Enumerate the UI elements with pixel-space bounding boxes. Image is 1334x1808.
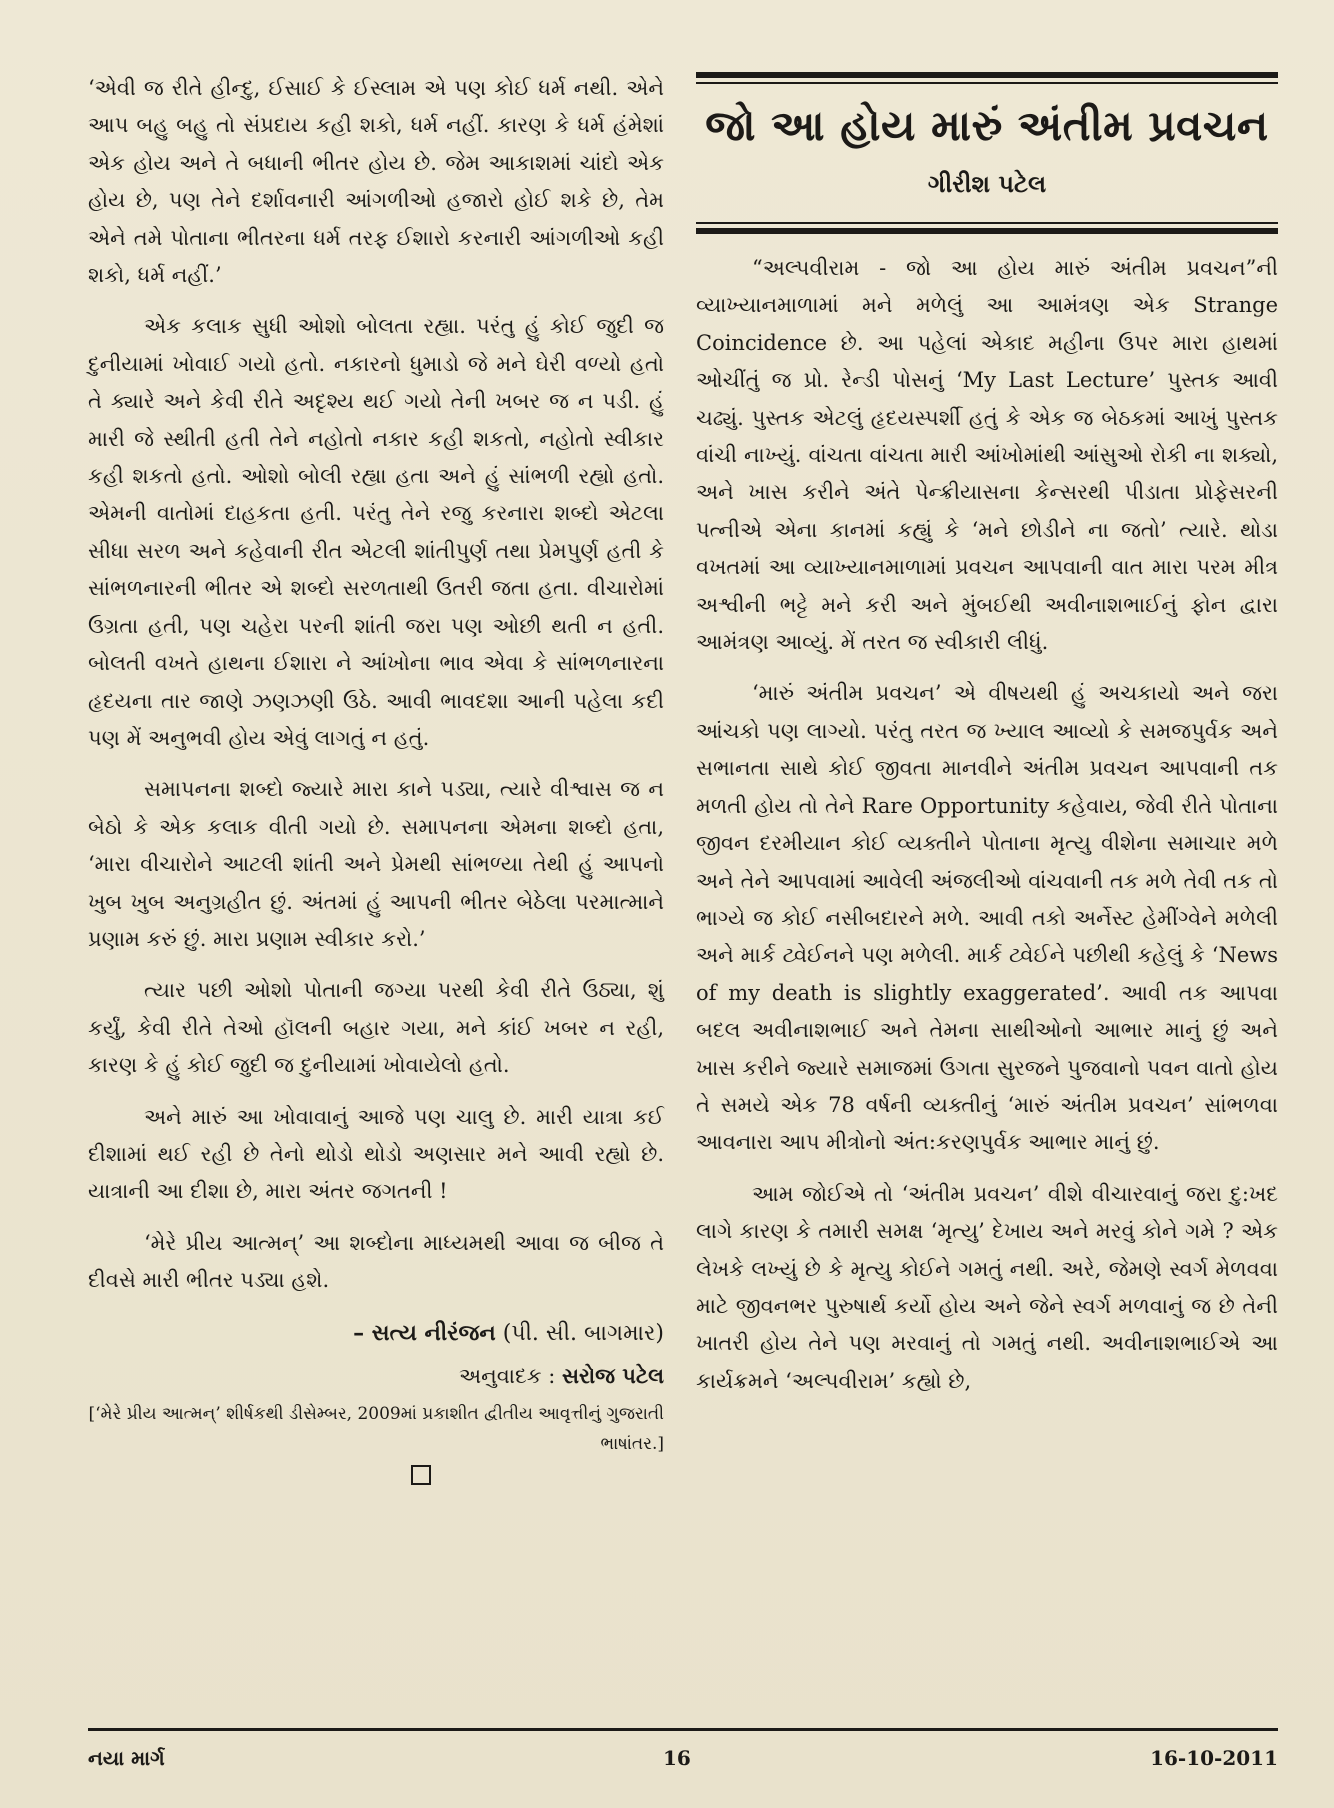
left-paragraph-5: અને મારું આ ખોવાવાનું આજે પણ ચાલુ છે. મારી યાત્રા કઈ દીશામાં થઈ રહી છે તેનો થોડો થોડો અણસાર મને આવી રહ્યો છે. યાત્રાની આ દીશા છે, મારા અંતર જગતની ! — [88, 1104, 664, 1204]
right-paragraph-2: ‘મારું અંતીમ પ્રવચન’ એ વીષયથી હું અચકાયો અને જરા આંચકો પણ લાગ્યો. પરંતુ તરત જ ખ્યાલ આવ્યો કે સમજપુર્વક અને સભાનતા સાથે કોઈ જીવતા માનવીને અંતીમ પ્રવચન આપવાની તક મળતી હોય તો તેને Rare Opportunity કહેવાય, જેવી રીતે પોતાના જીવન દરમીયાન કોઈ વ્યક્તીને પોતાના મૃત્યુ વીશેના સમાચાર મળે અને તેને આપવામાં આવેલી અંજલીઓ વાંચવાની તક મળે તેવી તક તો ભાગ્યે જ કોઈ નસીબદારને મળે. આવી તકો અર્નેસ્ટ હેમીંગ્વેને મળેલી અને માર્ક ટ્વેઈનને પણ મળેલી. માર્ક ટ્વેઈને પછીથી કહેલું કે ‘News of my death is slightly exaggerated’. આવી તક આપવા બદલ અવીનાશભાઈ અને તેમના સાથીઓનો આભાર માનું છું અને ખાસ કરીને જ્યારે સમાજમાં ઉગતા સુરજને પુજવાનો પવન વાતો હોય તે સમયે એક 78 વર્ષની વ્યક્તીનું ‘મારું અંતીમ પ્રવચન’ સાંભળવા આવનારા આપ મીત્રોનો અંત:કરણપુર્વક આભાર માનું છું. — [696, 681, 1278, 1155]
title-rule-top-thin — [696, 82, 1278, 84]
right-paragraph-1: “અલ્પવીરામ - જો આ હોય મારું અંતીમ પ્રવચન”ની વ્યાખ્યાનમાળામાં મને મળેલું આ આમંત્રણ એક Strange Coincidence છે. આ પહેલાં એકાદ મહીના ઉપર મારા હાથમાં ઓચીંતું જ પ્રો. રેન્ડી પોસનું ‘My Last Lecture’ પુસ્તક આવી ચઢ્યું. પુસ્તક એટલું હૃદયસ્પર્શી હતું કે એક જ બેઠકમાં આખું પુસ્તક વાંચી નાખ્યું. વાંચતા વાંચતા મારી આંખોમાંથી આંસુઓ રોકી ના શક્યો, અને ખાસ કરીને અંતે પેન્ક્રીયાસના કેન્સરથી પીડાતા પ્રોફેસરની પત્નીએ એના કાનમાં કહ્યું કે ‘મને છોડીને ના જતો’ ત્યારે. થોડા વખતમાં આ વ્યાખ્યાનમાળામાં પ્રવચન આપવાની વાત મારા પરમ મીત્ર અશ્વીની ભટ્ટે મને કરી અને મુંબઈથી અવીનાશભાઈનું ફોન દ્વારા આમંત્રણ આવ્યું. મેં તરત જ સ્વીકારી લીધું. — [696, 256, 1278, 655]
left-paragraph-6: ‘મેરે પ્રીય આત્મન્’ આ શબ્દોના માધ્યમથી આવા જ બીજ તે દીવસે મારી ભીતર પડ્યા હશે. — [88, 1230, 664, 1293]
left-column — [88, 70, 664, 1491]
signature — [88, 1314, 664, 1353]
left-paragraph-1: ‘એવી જ રીતે હીન્દુ, ઈસાઈ કે ઈસ્લામ એ પણ કોઈ ધર્મ નથી. એને આપ બહુ બહુ તો સંપ્રદાય કહી શકો, ધર્મ નહીં. કારણ કે ધર્મ હંમેશાં એક હોય અને તે બધાની ભીતર હોય છે. જેમ આકાશમાં ચાંદો એક હોય છે, પણ તેને દર્શાવનારી આંગળીઓ હજારો હોઈ શકે છે, તેમ એને તમે પોતાના ભીતરના ધર્મ તરફ ઈશારો કરનારી આંગળીઓ કહી શકો, ધર્મ નહીં.’ — [88, 76, 664, 288]
translator-label: અનુવાદક : — [458, 1363, 556, 1388]
publication-name: નયા માર્ગ — [88, 1746, 165, 1770]
right-paragraph-3: આમ જોઈએ તો ‘અંતીમ પ્રવચન’ વીશે વીચારવાનું જરા દુ:ખદ લાગે કારણ કે તમારી સમક્ષ ‘મૃત્યુ’ દેખાય અને મરવું કોને ગમે ? એક લેખકે લખ્યું છે કે મૃત્યુ કોઈને ગમતું નથી. અરે, જેમણે સ્વર્ગ મેળવવા માટે જીવનભર પુરુષાર્થ કર્યો હોય અને જેને સ્વર્ગ મળવાનું જ છે તેની ખાતરી હોય તેને પણ મરવાનું તો ગમતું નથી. અવીનાશભાઈએ આ કાર્યક્રમને ‘અલ્પવીરામ’ કહ્યો છે, — [696, 1181, 1278, 1393]
page-footer — [88, 1740, 1278, 1780]
signature-name: – સત્ય નીરંજન — [353, 1319, 496, 1346]
end-box-icon — [411, 1465, 431, 1485]
article-title: જો આ હોય મારું અંતીમ પ્રવચન — [705, 101, 1269, 150]
signature-alias: (પી. સી. બાગમાર) — [502, 1320, 664, 1346]
article-author: ગીરીશ પટેલ — [927, 170, 1047, 198]
translator-line — [88, 1357, 664, 1395]
right-column — [696, 72, 1278, 1414]
issue-date: 16-10-2011 — [1150, 1746, 1278, 1770]
translator-name: સરોજ પટેલ — [561, 1362, 664, 1388]
left-paragraph-2: એક કલાક સુધી ઓશો બોલતા રહ્યા. પરંતુ હું કોઈ જુદી જ દુનીયામાં ખોવાઈ ગયો હતો. નકારનો ધુમાડો જે મને ઘેરી વળ્યો હતો તે ક્યારે અને કેવી રીતે અદૃશ્ય થઈ ગયો તેની ખબર જ ન પડી. હું મારી જે સ્થીતી હતી તેને નહોતો નકાર કહી શકતો, નહોતો સ્વીકાર કહી શકતો હતો. ઓશો બોલી રહ્યા હતા અને હું સાંભળી રહ્યો હતો. એમની વાતોમાં દાહકતા હતી. પરંતુ તેને રજુ કરનારા શબ્દો એટલા સીધા સરળ અને કહેવાની રીત એટલી શાંતીપુર્ણ તથા પ્રેમપુર્ણ હતી કે સાંભળનારની ભીતર એ શબ્દો સરળતાથી ઉતરી જતા હતા. વીચારોમાં ઉગ્રતા હતી, પણ ચહેરા પરની શાંતી જરા પણ ઓછી થતી ન હતી. બોલતી વખતે હાથના ઈશારા ને આંખોના ભાવ એવા કે સાંભળનારના હૃદયના તાર જાણે ઝણઝણી ઉઠે. આવી ભાવદશા આની પહેલા કદી પણ મેં અનુભવી હોય એવું લાગતું ન હતું. — [88, 314, 664, 750]
page-number: 16 — [663, 1746, 691, 1770]
left-paragraph-3: સમાપનના શબ્દો જ્યારે મારા કાને પડ્યા, ત્યારે વીશ્વાસ જ ન બેઠો કે એક કલાક વીતી ગયો છે. સમાપનના એમના શબ્દો હતા, ‘મારા વીચારોને આટલી શાંતી અને પ્રેમથી સાંભળ્યા તેથી હું આપનો ખુબ ખુબ અનુગ્રહીત છું. અંતમાં હું આપની ભીતર બેઠેલા પરમાત્માને પ્રણામ કરું છું. મારા પ્રણામ સ્વીકાર કરો.’ — [88, 777, 664, 951]
end-of-article-mark — [88, 1465, 664, 1491]
left-paragraph-4: ત્યાર પછી ઓશો પોતાની જગ્યા પરથી કેવી રીતે ઉઠ્યા, શું કર્યું, કેવી રીતે તેઓ હૉલની બહાર ગયા, મને કાંઈ ખબર ન રહી, કારણ કે હું કોઈ જુદી જ દુનીયામાં ખોવાયેલો હતો. — [88, 978, 664, 1078]
source-note: [‘મેરે પ્રીય આત્મન્’ શીર્ષકથી ડીસેમ્બર, 2009માં પ્રકાશીત દ્વીતીય આવૃત્તીનું ગુજરાતી ભાષાંતર.] — [88, 1403, 664, 1454]
footer-rule — [88, 1728, 1278, 1731]
